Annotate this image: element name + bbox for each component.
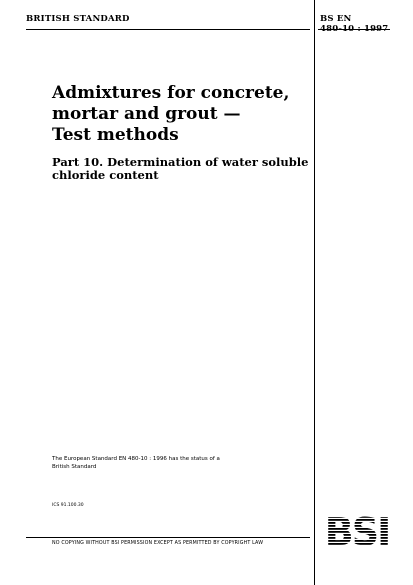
status-line2: British Standard <box>52 464 97 470</box>
subtitle-line2: chloride content <box>52 168 159 182</box>
title-line3: Test methods <box>52 125 179 145</box>
subtitle-line1: Part 10. Determination of water soluble <box>52 155 309 169</box>
ics-code: ICS 91.100.30 <box>52 503 84 508</box>
title-line1: Admixtures for concrete, <box>52 83 290 103</box>
bsi-logo-lettering: BSI <box>324 513 390 549</box>
status-statement <box>52 455 302 471</box>
document-reference <box>320 14 388 34</box>
document-type: BRITISH STANDARD <box>26 14 130 24</box>
footer-rule <box>26 537 310 538</box>
vertical-divider <box>314 0 315 585</box>
document-reference-line2: 480-10 : 1997 <box>320 24 389 34</box>
title-line2: mortar and grout — <box>52 104 241 124</box>
document-reference-line1: BS EN <box>320 14 352 24</box>
document-title <box>52 83 302 146</box>
status-line1: The European Standard EN 480-10 : 1996 has the status of a <box>52 456 220 462</box>
header-rule-left <box>26 29 310 30</box>
copyright-notice: NO COPYING WITHOUT BSI PERMISSION EXCEPT AS PERMITTED BY COPYRIGHT LAW <box>52 541 264 546</box>
bsi-logo <box>321 513 393 549</box>
document-subtitle <box>52 155 309 182</box>
